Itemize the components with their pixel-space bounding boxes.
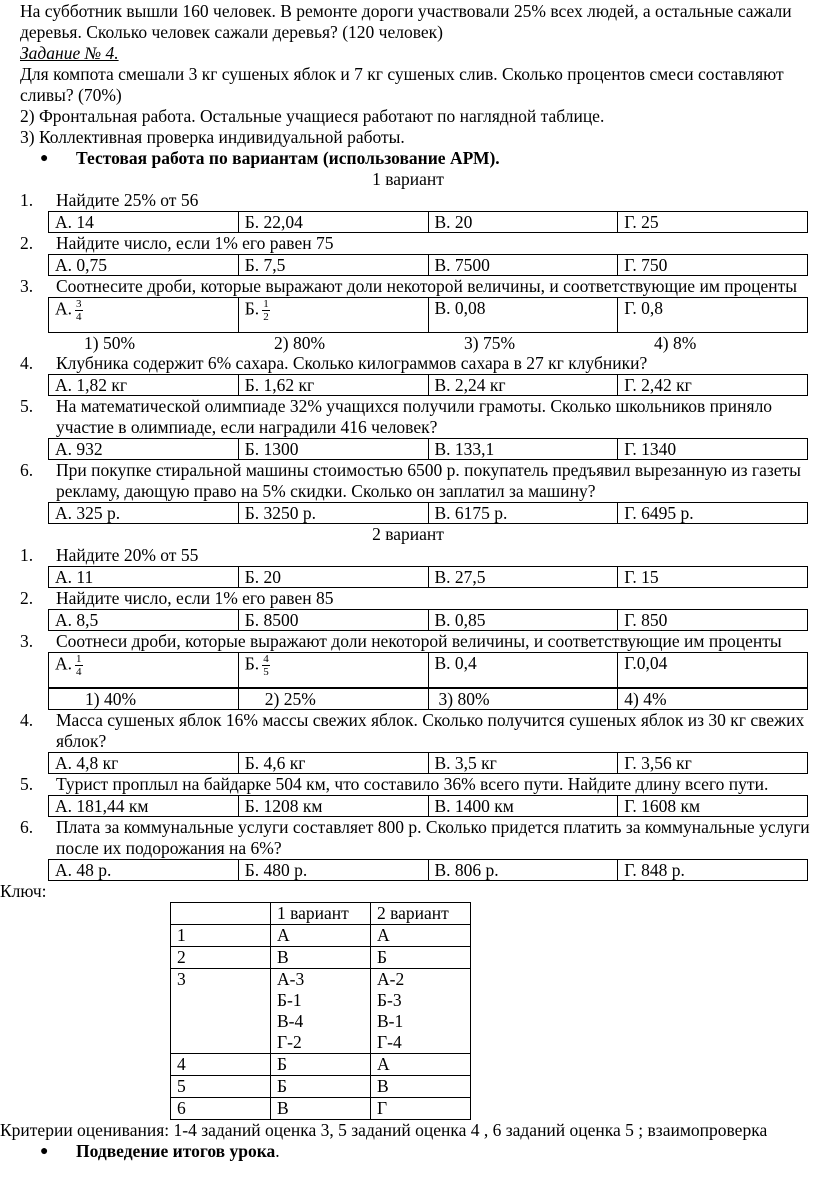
answer-a: А. 181,44 км	[49, 796, 239, 817]
key-cell: 5	[171, 1076, 271, 1098]
v1-question-4	[0, 353, 816, 374]
v1-answers-3	[48, 297, 808, 333]
answer-d: Г. 2,42 кг	[618, 375, 808, 396]
v1-question-5	[0, 396, 816, 438]
percent-option: 2) 80%	[274, 333, 326, 353]
answer-a: А. 1,82 кг	[49, 375, 239, 396]
answer-c: В. 6175 р.	[428, 503, 618, 524]
question-number: 1.	[20, 190, 34, 210]
key-cell: Г	[371, 1098, 471, 1120]
question-number: 2.	[20, 588, 34, 608]
key-cell: 6	[171, 1098, 271, 1120]
v1-answers-2	[48, 254, 808, 276]
variant1-title: 1 вариант	[372, 169, 444, 189]
v2-answers-3	[48, 652, 808, 688]
bullet-icon: ●	[40, 1144, 49, 1159]
percent-option: 3) 75%	[464, 333, 516, 353]
question-text: Масса сушеных яблок 16% массы свежих яблок. Сколько получится сушеных яблок из 30 кг свежих яблок?	[56, 710, 805, 751]
key-cell: 1	[171, 925, 271, 947]
answer-c: В. 2,24 кг	[428, 375, 618, 396]
bullet-summary-text: Подведение итогов урока	[76, 1141, 276, 1161]
question-number: 4.	[20, 353, 34, 373]
v2-question-2	[0, 588, 816, 609]
key-cell	[271, 969, 371, 1054]
key-label: Ключ:	[0, 881, 47, 901]
question-number: 5.	[20, 396, 34, 416]
answer-d: Г. 15	[618, 567, 808, 588]
answer-d: Г.0,04	[618, 653, 808, 688]
question-text: Плата за коммунальные услуги составляет 800 р. Сколько придется платить за коммунальные услуги после их подорожания на 6%?	[56, 817, 810, 858]
key-header-row	[171, 903, 471, 925]
answer-a	[49, 653, 239, 688]
key-match: В-1	[377, 1011, 404, 1031]
key-match: В-4	[277, 1011, 304, 1031]
key-cell: 2	[171, 947, 271, 969]
answer-a: А. 11	[49, 567, 239, 588]
fraction-denominator: 2	[263, 311, 269, 323]
answer-c: В. 20	[428, 212, 618, 233]
v2-question-3	[0, 631, 816, 652]
answer-b: Б. 1208 км	[238, 796, 428, 817]
fraction-numerator: 1	[76, 653, 82, 665]
bullet-summary	[0, 1141, 816, 1162]
fraction	[75, 653, 83, 678]
v1-answers-1	[48, 211, 808, 233]
answer-d: Г. 1608 км	[618, 796, 808, 817]
bullet-icon: ●	[40, 151, 49, 166]
key-cell: 3	[171, 969, 271, 1054]
key-row	[171, 925, 471, 947]
answer-a: А. 0,75	[49, 255, 239, 276]
fraction-denominator: 4	[76, 311, 82, 323]
key-row	[171, 969, 471, 1054]
key-cell: Б	[271, 1054, 371, 1076]
question-text: Турист проплыл на байдарке 504 км, что составило 36% всего пути. Найдите длину всего пути.	[56, 774, 769, 794]
question-text: Найдите число, если 1% его равен 75	[56, 233, 334, 253]
question-number: 2.	[20, 233, 34, 253]
answer-d: Г. 848 р.	[618, 860, 808, 881]
answer-d: Г. 3,56 кг	[618, 753, 808, 774]
key-cell: А	[271, 925, 371, 947]
key-cell	[171, 903, 271, 925]
answer-c: В. 0,4	[428, 653, 618, 688]
answer-b	[238, 298, 428, 333]
fraction-numerator: 3	[76, 298, 82, 310]
v2-percent-options	[48, 688, 808, 710]
answer-b: Б. 8500	[238, 610, 428, 631]
key-match: Г-4	[377, 1032, 402, 1052]
intro-line-2: Для компота смешали 3 кг сушеных яблок и 7 кг сушеных слив. Сколько процентов смеси составляют сливы? (70%)	[20, 64, 784, 105]
key-cell: В	[371, 1076, 471, 1098]
v2-question-1	[0, 545, 816, 566]
percent-option: 1) 40%	[49, 689, 239, 710]
bullet-summary-period: .	[275, 1141, 280, 1161]
question-number: 6.	[20, 817, 34, 837]
answer-c: В. 133,1	[428, 439, 618, 460]
answer-b: Б. 4,6 кг	[238, 753, 428, 774]
answer-c: В. 806 р.	[428, 860, 618, 881]
answer-b-label: Б.	[244, 653, 260, 674]
v2-answers-5	[48, 795, 808, 817]
answer-b: Б. 1,62 кг	[238, 375, 428, 396]
key-match: А-2	[377, 969, 405, 989]
key-cell: 1 вариант	[271, 903, 371, 925]
key-cell: 4	[171, 1054, 271, 1076]
percent-option: 3) 80%	[428, 689, 618, 710]
question-number: 3.	[20, 631, 34, 651]
fraction	[262, 653, 270, 678]
key-cell: Б	[371, 947, 471, 969]
answer-a-label: А.	[55, 653, 73, 674]
answer-c: В. 27,5	[428, 567, 618, 588]
v1-question-3	[0, 276, 816, 297]
key-match: Г-2	[277, 1032, 302, 1052]
key-cell: Б	[271, 1076, 371, 1098]
answer-b: Б. 1300	[238, 439, 428, 460]
answer-b: Б. 3250 р.	[238, 503, 428, 524]
question-text: На математической олимпиаде 32% учащихся получили грамоты. Сколько школьников приняло участие в олимпиаде, если наградили 416 человек?	[56, 396, 773, 437]
task-title-text: Задание № 4.	[20, 43, 119, 63]
answer-a: А. 14	[49, 212, 239, 233]
answer-d: Г. 850	[618, 610, 808, 631]
key-cell: 2 вариант	[371, 903, 471, 925]
key-cell: В	[271, 947, 371, 969]
answer-d: Г. 25	[618, 212, 808, 233]
fraction	[75, 298, 83, 323]
intro-line-1: На субботник вышли 160 человек. В ремонте дороги участвовали 25% всех людей, а остальные сажали деревья. Сколько человек сажали деревья? (120 человек)	[20, 1, 792, 42]
answer-a: А. 4,8 кг	[49, 753, 239, 774]
question-text: Соотнесите дроби, которые выражают доли некоторой величины, и соответствующие им проценты	[56, 276, 798, 296]
question-number: 5.	[20, 774, 34, 794]
question-text: Найдите 20% от 55	[56, 545, 199, 565]
v1-question-1	[0, 190, 816, 211]
answer-d: Г. 750	[618, 255, 808, 276]
question-text: Найдите 25% от 56	[56, 190, 199, 210]
question-number: 3.	[20, 276, 34, 296]
v2-answers-4	[48, 752, 808, 774]
v1-answers-5	[48, 438, 808, 460]
v1-question-6	[0, 460, 816, 502]
answer-c: В. 0,08	[428, 298, 618, 333]
answer-c: В. 3,5 кг	[428, 753, 618, 774]
percent-option: 1) 50%	[84, 333, 136, 353]
question-number: 6.	[20, 460, 34, 480]
question-text: Найдите число, если 1% его равен 85	[56, 588, 334, 608]
v2-answers-6	[48, 859, 808, 881]
question-number: 1.	[20, 545, 34, 565]
question-text: При покупке стиральной машины стоимостью 6500 р. покупатель предъявил вырезанную из газеты рекламу, дающую право на 5% скидки. Сколько он заплатил за машину?	[56, 460, 801, 501]
answer-a: А. 8,5	[49, 610, 239, 631]
bullet-test-work-text: Тестовая работа по вариантам (использование АРМ).	[76, 148, 500, 168]
key-match: А-3	[277, 969, 305, 989]
v2-question-6	[0, 817, 816, 859]
key-cell: А	[371, 925, 471, 947]
key-match: Б-3	[377, 990, 402, 1010]
fraction-denominator: 5	[263, 666, 269, 678]
task-title	[0, 43, 816, 64]
answer-c: В. 1400 км	[428, 796, 618, 817]
bullet-test-work	[0, 148, 816, 169]
variant2-title: 2 вариант	[372, 524, 444, 544]
answer-c: В. 0,85	[428, 610, 618, 631]
question-text: Клубника содержит 6% сахара. Сколько килограммов сахара в 27 кг клубники?	[56, 353, 648, 373]
answer-a-label: А.	[55, 298, 73, 319]
v2-question-4	[0, 710, 816, 752]
answer-d: Г. 0,8	[618, 298, 808, 333]
fraction	[262, 298, 270, 323]
key-cell: А	[371, 1054, 471, 1076]
grading-criteria: Критерии оценивания: 1-4 заданий оценка 3, 5 заданий оценка 4 , 6 заданий оценка 5 ; взаимопроверка	[0, 1120, 768, 1140]
v2-answers-1	[48, 566, 808, 588]
v2-answers-2	[48, 609, 808, 631]
answer-b	[238, 653, 428, 688]
key-row	[171, 1098, 471, 1120]
percent-option: 4) 4%	[618, 689, 808, 710]
key-row	[171, 1054, 471, 1076]
key-row	[171, 1076, 471, 1098]
percent-option: 2) 25%	[238, 689, 428, 710]
answer-a: А. 325 р.	[49, 503, 239, 524]
fraction-numerator: 4	[263, 653, 269, 665]
answer-c: В. 7500	[428, 255, 618, 276]
key-cell	[371, 969, 471, 1054]
answer-b-label: Б.	[244, 298, 260, 319]
key-cell: В	[271, 1098, 371, 1120]
percent-option: 4) 8%	[654, 333, 697, 353]
v1-answers-6	[48, 502, 808, 524]
key-match: Б-1	[277, 990, 302, 1010]
fraction-numerator: 1	[263, 298, 269, 310]
question-text: Соотнеси дроби, которые выражают доли некоторой величины, и соответствующие им проценты	[56, 631, 782, 651]
key-row	[171, 947, 471, 969]
answer-b: Б. 22,04	[238, 212, 428, 233]
v1-percent-options	[48, 333, 808, 353]
answer-a	[49, 298, 239, 333]
v1-answers-4	[48, 374, 808, 396]
answer-key-table	[170, 902, 471, 1120]
answer-b: Б. 480 р.	[238, 860, 428, 881]
answer-a: А. 48 р.	[49, 860, 239, 881]
v1-question-2	[0, 233, 816, 254]
intro-line-4: 3) Коллективная проверка индивидуальной работы.	[20, 127, 405, 147]
answer-a: А. 932	[49, 439, 239, 460]
v2-question-5	[0, 774, 816, 795]
answer-b: Б. 7,5	[238, 255, 428, 276]
question-number: 4.	[20, 710, 34, 730]
intro-line-3: 2) Фронтальная работа. Остальные учащиеся работают по наглядной таблице.	[20, 106, 605, 126]
answer-d: Г. 1340	[618, 439, 808, 460]
answer-d: Г. 6495 р.	[618, 503, 808, 524]
fraction-denominator: 4	[76, 666, 82, 678]
answer-b: Б. 20	[238, 567, 428, 588]
